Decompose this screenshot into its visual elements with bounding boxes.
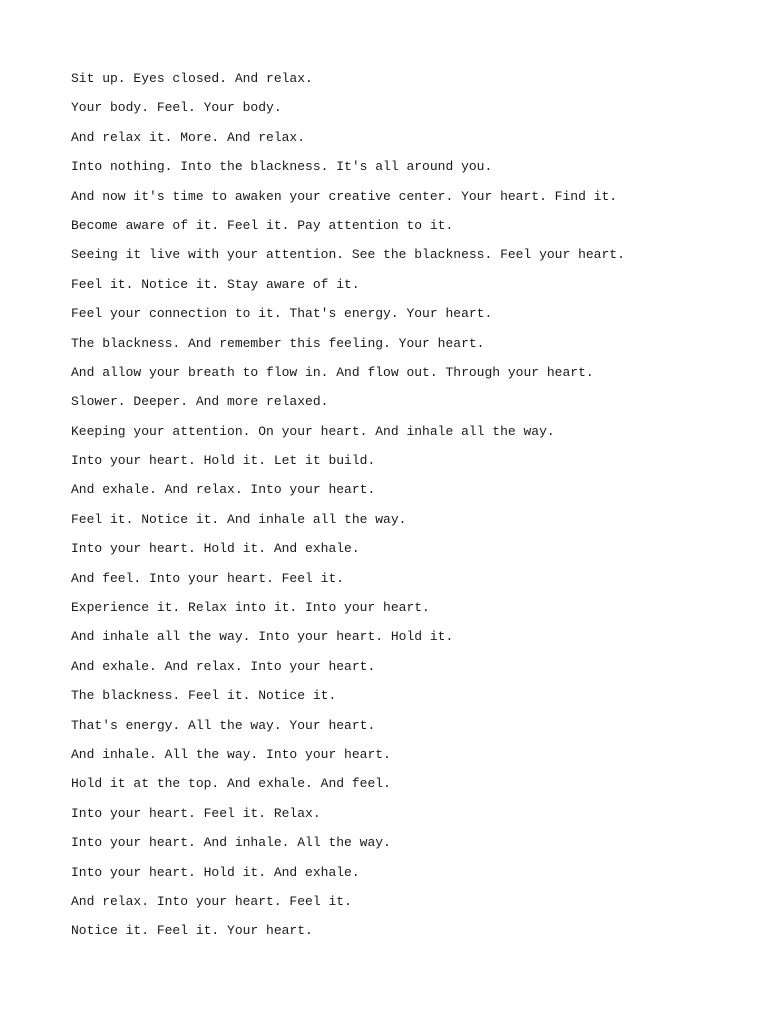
text-line: Into your heart. Hold it. And exhale. bbox=[71, 864, 360, 880]
text-line: The blackness. Feel it. Notice it. bbox=[71, 688, 337, 704]
text-line: Notice it. Feel it. Your heart. bbox=[71, 923, 313, 939]
text-line: Feel your connection to it. That's energy. Your heart. bbox=[71, 306, 493, 322]
text-line: And relax it. More. And relax. bbox=[71, 129, 306, 145]
text-line: Into your heart. Hold it. And exhale. bbox=[71, 541, 360, 557]
text-line: Into your heart. Feel it. Relax. bbox=[71, 805, 321, 821]
text-line: Seeing it live with your attention. See the blackness. Feel your heart. bbox=[71, 247, 625, 263]
text-line: Keeping your attention. On your heart. And inhale all the way. bbox=[71, 423, 555, 439]
text-line: And inhale all the way. Into your heart. Hold it. bbox=[71, 629, 454, 645]
text-line: And relax. Into your heart. Feel it. bbox=[71, 893, 352, 909]
text-line: Feel it. Notice it. And inhale all the way. bbox=[71, 511, 407, 527]
text-line: And exhale. And relax. Into your heart. bbox=[71, 658, 376, 674]
text-line: Into your heart. And inhale. All the way. bbox=[71, 835, 391, 851]
text-line: Your body. Feel. Your body. bbox=[71, 100, 282, 116]
text-line: Slower. Deeper. And more relaxed. bbox=[71, 394, 329, 410]
text-line: Become aware of it. Feel it. Pay attention to it. bbox=[71, 217, 454, 233]
text-line: And feel. Into your heart. Feel it. bbox=[71, 570, 345, 586]
document-page bbox=[71, 71, 751, 953]
text-line: And now it's time to awaken your creative center. Your heart. Find it. bbox=[71, 188, 618, 204]
text-line: Sit up. Eyes closed. And relax. bbox=[71, 71, 313, 86]
text-line: Into nothing. Into the blackness. It's all around you. bbox=[71, 159, 493, 175]
text-line: And exhale. And relax. Into your heart. bbox=[71, 482, 376, 498]
text-line: That's energy. All the way. Your heart. bbox=[71, 717, 376, 733]
text-line: Feel it. Notice it. Stay aware of it. bbox=[71, 276, 360, 292]
text-line: Experience it. Relax into it. Into your heart. bbox=[71, 600, 430, 616]
text-line: Into your heart. Hold it. Let it build. bbox=[71, 453, 376, 469]
text-line: The blackness. And remember this feeling. Your heart. bbox=[71, 335, 485, 351]
text-line: And allow your breath to flow in. And flow out. Through your heart. bbox=[71, 364, 594, 380]
text-line: And inhale. All the way. Into your heart. bbox=[71, 746, 391, 762]
text-line: Hold it at the top. And exhale. And feel. bbox=[71, 776, 391, 792]
